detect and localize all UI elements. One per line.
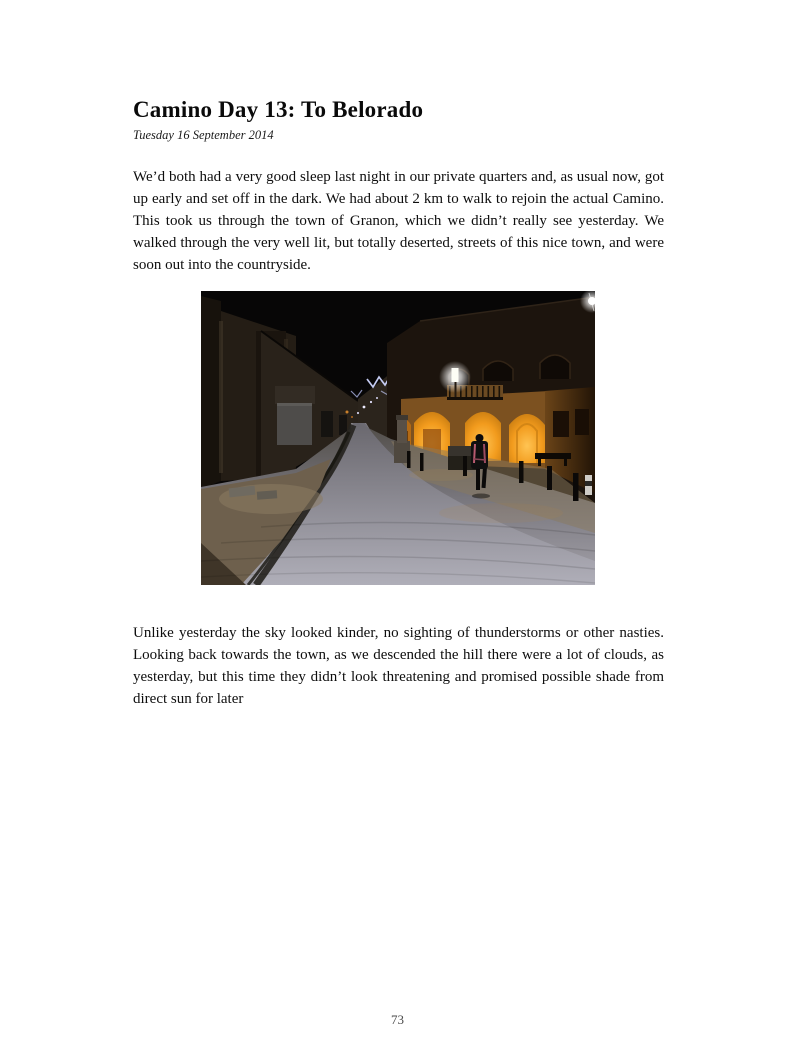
distant-lamp-dot: [363, 406, 366, 409]
paragraph-2: Unlike yesterday the sky looked kinder, no sighting of thunderstorms or other nasties. Looking back towards the town, as we descended the hill there were a lot of clouds, as yesterday, but this time they didn’t look threatening and promised possible shade from direct sun for later: [133, 625, 664, 707]
night-street-photo: [201, 291, 595, 585]
entry-date: Tuesday 16 September 2014: [133, 128, 274, 142]
distant-lamp-dot-4: [357, 412, 359, 414]
dark-doorway-2: [339, 415, 347, 435]
bench-leg-1: [538, 459, 541, 466]
railing-rail: [447, 397, 503, 400]
striped-post-band: [585, 481, 592, 486]
page-title: Camino Day 13: To Belorado: [133, 97, 424, 122]
bollard-5: [547, 466, 552, 490]
bench-seat: [535, 453, 571, 459]
night-street-illustration: [201, 291, 595, 585]
upper-arch-2: [483, 361, 513, 381]
bollard-3: [463, 456, 467, 476]
page-number: 73: [391, 1012, 404, 1027]
stone-block-2: [257, 490, 278, 499]
backpack-strap-waist: [474, 459, 486, 460]
right-wall-window-1: [553, 411, 569, 437]
pilgrim-shadow: [472, 494, 490, 499]
pillar-highlight: [219, 321, 223, 473]
window-glow-dot-2: [351, 416, 353, 418]
arch-light-reflection: [439, 503, 563, 523]
upper-arch-3: [540, 355, 570, 379]
bollard-6: [573, 473, 579, 501]
distant-lamp-dot-2: [370, 401, 372, 403]
bench-leg-2: [564, 459, 567, 466]
distant-lamp-dot-3: [376, 397, 378, 399]
door-lintel: [277, 403, 312, 406]
right-wall-window-2: [575, 409, 589, 435]
bollard-1: [407, 451, 411, 468]
wall-lamp-icon: [452, 368, 459, 382]
window-glow-dot: [346, 411, 349, 414]
grey-garage-door: [277, 405, 312, 445]
monument-cap: [396, 415, 408, 420]
dark-doorway: [321, 411, 333, 437]
colonnade-pillar-far-left: [201, 296, 221, 489]
bollard-4: [519, 461, 524, 483]
wall-patch: [275, 386, 315, 404]
wall-lamp-post: [455, 382, 457, 397]
monument-column: [397, 419, 407, 443]
backpack-strap-left: [474, 444, 475, 463]
paragraph-1: We’d both had a very good sleep last night in our private quarters and, as usual now, got up early and set off in the dark. We had about 2 km to walk to rejoin the actual Camino. This took us through the town of Granon, which we didn’t really see yesterday. We walked through the very well lit, but totally deserted, streets of this nice town, and were soon out into the countryside.: [133, 169, 664, 273]
pilgrim-leg-left: [476, 467, 480, 490]
striped-post: [585, 475, 592, 495]
pilgrim-head: [476, 434, 484, 442]
bollard-2: [420, 453, 424, 471]
